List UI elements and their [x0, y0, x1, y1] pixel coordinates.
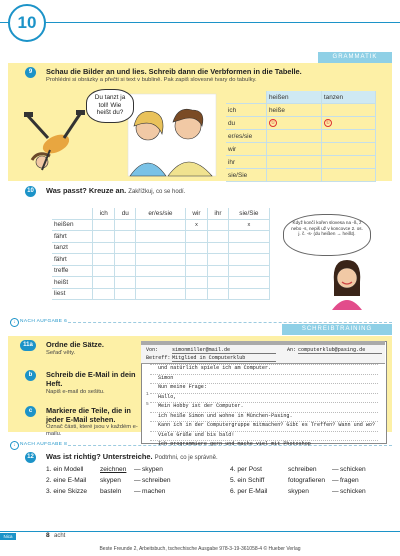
page-word: acht	[54, 533, 66, 539]
section-tab-schreibtraining: SCHREIBTRAINING	[282, 324, 392, 335]
check-cell[interactable]: x	[228, 219, 269, 231]
check-cell[interactable]	[208, 277, 229, 289]
check-cell[interactable]	[115, 242, 136, 254]
item-noun: per E-Mail	[237, 488, 268, 495]
email-line: Mein Hobby ist der Computer.	[150, 402, 378, 412]
footer-tag: Nica	[0, 533, 16, 540]
divider	[68, 322, 392, 323]
exercise-instruction-line	[46, 452, 218, 461]
item-noun: ein Schiff	[237, 477, 265, 484]
check-cell[interactable]	[136, 231, 186, 243]
email-line: ich heiße Simon und wohne in München-Pasing.	[150, 412, 378, 422]
email-body	[150, 364, 378, 450]
line-number: 5	[146, 402, 149, 407]
footer-rule	[0, 531, 400, 532]
email-line: Simon	[150, 374, 378, 384]
table-corner	[226, 91, 267, 104]
check-cell[interactable]	[93, 288, 115, 300]
table-cell[interactable]	[267, 117, 322, 130]
option-word[interactable]: fotografieren	[288, 477, 326, 484]
arrow-down-icon: ↓	[10, 441, 19, 450]
list-item: 6. per E-Mail skypen — schicken	[230, 488, 366, 495]
nach-aufgabe-label: NACH AUFGABE 6	[20, 319, 68, 324]
exercise-number: 11a	[20, 340, 36, 351]
row-label: heißt	[52, 277, 93, 289]
table-cell[interactable]	[321, 156, 375, 169]
check-cell[interactable]	[93, 231, 115, 243]
check-cell[interactable]: x	[185, 219, 207, 231]
email-from-value[interactable]: simonmiller@mail.de	[172, 347, 276, 354]
section-tab-grammatik: GRAMMATIK	[318, 52, 392, 63]
list-item: 2. eine E-Mail skypen — schreiben	[46, 477, 171, 484]
item-noun: per Post	[237, 466, 262, 473]
check-cell[interactable]	[136, 242, 186, 254]
table-cell[interactable]	[267, 130, 322, 143]
check-cell[interactable]	[208, 231, 229, 243]
check-cell[interactable]	[228, 265, 269, 277]
email-subject-label: Betreff:	[146, 355, 171, 361]
check-cell[interactable]	[136, 265, 186, 277]
check-cell[interactable]	[228, 277, 269, 289]
page-number: 8	[46, 532, 50, 539]
check-cell[interactable]	[136, 288, 186, 300]
column-header: ihr	[208, 208, 229, 219]
email-line: Kann ich in der Computergruppe mitmachen? Gibt es Treffen? Wann und wo?	[150, 421, 378, 431]
check-cell[interactable]	[208, 288, 229, 300]
list-item: 5. ein Schiff fotografieren — fragen	[230, 477, 359, 484]
row-label: tanzt	[52, 242, 93, 254]
item-number: 1.	[46, 466, 52, 473]
check-cell[interactable]	[136, 254, 186, 266]
check-cell[interactable]	[115, 288, 136, 300]
exercise-subtitle: Zakřížkuj, co se hodí.	[128, 189, 186, 195]
nach-aufgabe-label: NACH AUFGABE 8	[20, 442, 68, 447]
check-cell[interactable]	[93, 265, 115, 277]
option-word[interactable]: schicken	[340, 488, 366, 495]
email-line: Ich programmiere gern und mache viel mit Photoshop	[150, 440, 378, 450]
check-cell[interactable]	[208, 265, 229, 277]
item-noun: eine E-Mail	[53, 477, 87, 484]
item-number: 6.	[230, 488, 236, 495]
verb-table	[226, 91, 376, 182]
email-to-label: An:	[287, 347, 297, 353]
email-line: und natürlich spiele ich am Computer.	[150, 364, 378, 374]
exercise-instruction: Was passt? Kreuze an.	[46, 186, 127, 195]
row-label: ihr	[226, 156, 267, 169]
email-line: Hallo,	[150, 393, 378, 403]
check-cell[interactable]	[185, 242, 207, 254]
row-label: fährt	[52, 231, 93, 243]
email-line: Nun meine Frage:	[150, 383, 378, 393]
list-item: 3. eine Skizze basteln — machen	[46, 488, 166, 495]
row-label: ich	[226, 104, 267, 117]
column-header: heißen	[267, 91, 322, 104]
exercise-instruction-line	[46, 186, 185, 195]
table-cell[interactable]	[321, 117, 375, 130]
column-header: du	[115, 208, 136, 219]
exercise-number: 10	[25, 186, 36, 197]
left-word-list	[46, 466, 206, 499]
check-cell[interactable]	[208, 219, 229, 231]
right-word-list	[230, 466, 390, 499]
option-word[interactable]: basteln	[100, 488, 122, 495]
row-label: fährt	[52, 254, 93, 266]
check-cell[interactable]	[115, 219, 136, 231]
check-cell[interactable]	[185, 254, 207, 266]
exercise-subtitle: Napiš e-mail do sešitu.	[46, 389, 105, 395]
check-cell[interactable]	[185, 277, 207, 289]
column-header: ich	[93, 208, 115, 219]
divider	[68, 445, 392, 446]
exercise-subtitle: Označ části, které jsou v každém e-mailu.	[46, 424, 138, 437]
option-word[interactable]: schreiben	[288, 466, 317, 473]
exercise-subtitle: Podtrhni, co je správně.	[154, 455, 218, 461]
email-subject-value[interactable]: Mitglied in Computerklub	[172, 355, 276, 362]
table-cell[interactable]	[321, 130, 375, 143]
option-word[interactable]: fragen	[340, 477, 359, 484]
check-cell[interactable]	[208, 254, 229, 266]
option-word[interactable]: skypen	[100, 477, 121, 484]
row-label: treffe	[52, 265, 93, 277]
hint-marker-icon: ①	[270, 120, 276, 125]
check-cell[interactable]	[93, 277, 115, 289]
row-label: du	[226, 117, 267, 130]
option-word[interactable]: zeichnen	[100, 466, 127, 473]
column-header: er/es/sie	[136, 208, 186, 219]
check-cell[interactable]	[228, 288, 269, 300]
line-number: 1	[146, 392, 149, 397]
check-cell[interactable]	[136, 277, 186, 289]
check-cell[interactable]	[228, 254, 269, 266]
check-cell[interactable]	[185, 265, 207, 277]
conjugation-table	[52, 208, 270, 300]
exercise-instruction: Schau die Bilder an und lies. Schreib dann die Verbformen in die Tabelle.	[46, 67, 302, 76]
column-header: tanzen	[321, 91, 375, 104]
row-label: er/es/sie	[226, 130, 267, 143]
email-from-label: Von:	[146, 347, 159, 353]
check-cell[interactable]	[228, 231, 269, 243]
option-word[interactable]: machen	[142, 488, 166, 495]
option-word[interactable]: skypen	[288, 488, 309, 495]
email-to-value[interactable]: computerklub@pasing.de	[298, 347, 382, 354]
exercise-instruction: Was ist richtig? Unterstreiche.	[46, 452, 153, 461]
check-cell[interactable]	[185, 288, 207, 300]
exercise-number: 9	[25, 67, 36, 78]
exercise-instruction: Schreib die E-Mail in dein Heft.	[46, 370, 136, 388]
hint-marker-icon: ①	[325, 120, 330, 125]
table-cell[interactable]	[267, 169, 322, 182]
exercise-number: b	[25, 370, 36, 381]
item-noun: ein Modell	[53, 466, 84, 473]
option-word[interactable]: schreiben	[142, 477, 171, 484]
check-cell[interactable]	[115, 277, 136, 289]
row-label: sie/Sie	[226, 169, 267, 182]
item-noun: eine Skizze	[53, 488, 88, 495]
header-rule	[0, 22, 400, 23]
hint-example: (du heißen → heißt).	[313, 231, 356, 237]
option-word[interactable]: skypen	[142, 466, 163, 473]
check-cell[interactable]	[93, 242, 115, 254]
column-header: sie/Sie	[228, 208, 269, 219]
table-cell[interactable]	[267, 156, 322, 169]
check-cell[interactable]	[115, 254, 136, 266]
table-cell[interactable]	[321, 143, 375, 156]
check-cell[interactable]	[185, 231, 207, 243]
item-number: 3.	[46, 488, 52, 495]
exercise-subtitle: Prohlédni si obrázky a přečti si text v bublině. Pak zapiš slovesné tvary do tabulky.	[46, 77, 257, 83]
table-cell[interactable]: heiße	[267, 104, 322, 117]
arrow-down-icon: ↓	[10, 318, 19, 327]
check-cell[interactable]	[228, 242, 269, 254]
table-cell[interactable]	[321, 104, 375, 117]
exercise-subtitle: Seřaď věty.	[46, 350, 76, 356]
lesson-number: 10	[8, 4, 46, 42]
table-cell[interactable]	[267, 143, 322, 156]
exercise-instruction: Ordne die Sätze.	[46, 340, 104, 349]
check-cell[interactable]	[93, 254, 115, 266]
girl-illustration	[326, 256, 368, 310]
list-item: 4. per Post schreiben — schicken	[230, 466, 366, 473]
check-cell[interactable]	[93, 219, 115, 231]
table-corner	[52, 208, 93, 219]
email-line: Viele Grüße und bis bald!	[150, 431, 378, 441]
check-cell[interactable]	[136, 219, 186, 231]
check-cell[interactable]	[115, 231, 136, 243]
exercise-instruction: Markiere die Teile, die in jeder E-Mail stehen.	[46, 406, 131, 424]
column-header: wir	[185, 208, 207, 219]
check-cell[interactable]	[115, 265, 136, 277]
row-label: liest	[52, 288, 93, 300]
row-label: heißen	[52, 219, 93, 231]
item-number: 5.	[230, 477, 236, 484]
footer-credit: Beste Freunde 2, Arbeitsbuch, tschechische Ausgabe 978-3-19-361058-4 © Hueber Verlag	[99, 546, 301, 552]
list-item: 1. ein Modell zeichnen — skypen	[46, 466, 163, 473]
check-cell[interactable]	[208, 242, 229, 254]
table-cell[interactable]	[321, 169, 375, 182]
row-label: wir	[226, 143, 267, 156]
hint-text: Když končí kořen slovesa na -ß, z nebo -s, nepiš už v koncovce 2. os. j. č. -s-	[291, 220, 363, 237]
hint-bubble-text	[291, 220, 363, 237]
exercise-number: 12	[25, 452, 36, 463]
item-number: 2.	[46, 477, 52, 484]
item-number: 4.	[230, 466, 236, 473]
exercise-number: c	[25, 406, 36, 417]
speech-bubble-text: Du tanzt ja toll! Wie heißt du?	[94, 94, 126, 116]
option-word[interactable]: schicken	[340, 466, 366, 473]
